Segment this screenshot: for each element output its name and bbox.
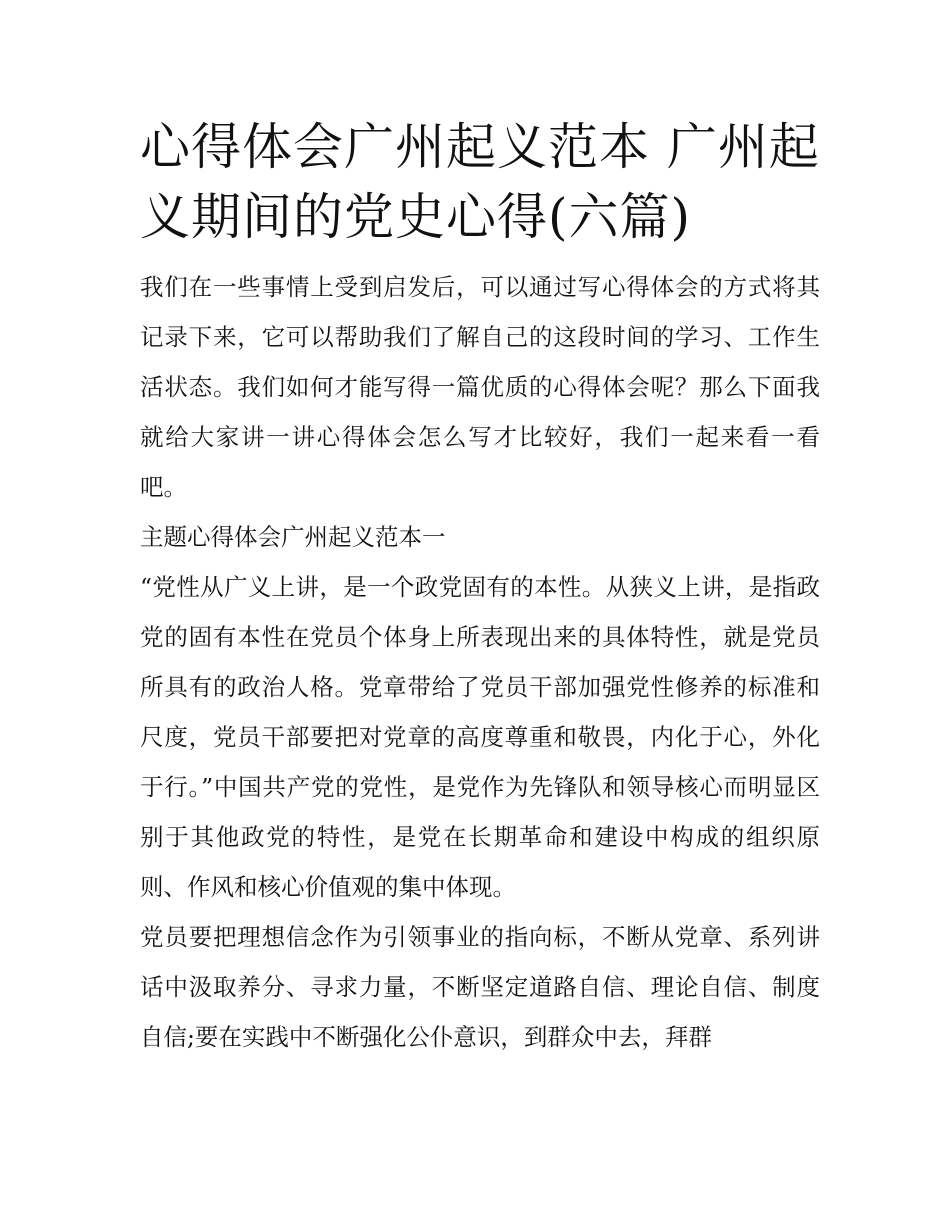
document-page xyxy=(140,112,820,1062)
document-title: 心得体会广州起义范本 广州起义期间的党史心得(六篇) xyxy=(140,118,820,246)
body-paragraph-1: “党性从广义上讲，是一个政党固有的本性。从狭义上讲，是指政党的固有本性在党员个体身上所表现出来的具体特性，就是党员所具有的政治人格。党章带给了党员干部加强党性修养的标准和尺度，党员干部要把对党章的高度尊重和敬畏，内化于心，外化于行。”中国共产党的党性，是党作为先锋队和领导核心而明显区别于其他政党的特性，是党在长期革命和建设中构成的组织原则、作风和核心价值观的集中体现。 xyxy=(140,573,820,901)
document-body xyxy=(140,262,820,1062)
intro-paragraph: 我们在一些事情上受到启发后，可以通过写心得体会的方式将其记录下来，它可以帮助我们了解自己的这段时间的学习、工作生活状态。我们如何才能写得一篇优质的心得体会呢？那么下面我就给大家讲一讲心得体会怎么写才比较好，我们一起来看一看吧。 xyxy=(140,273,820,501)
body-paragraph-2: 党员要把理想信念作为引领事业的指向标，不断从党章、系列讲话中汲取养分、寻求力量，不断坚定道路自信、理论自信、制度自信;要在实践中不断强化公仆意识，到群众中去，拜群 xyxy=(140,923,820,1051)
section-heading: 主题心得体会广州起义范本一 xyxy=(140,523,446,551)
